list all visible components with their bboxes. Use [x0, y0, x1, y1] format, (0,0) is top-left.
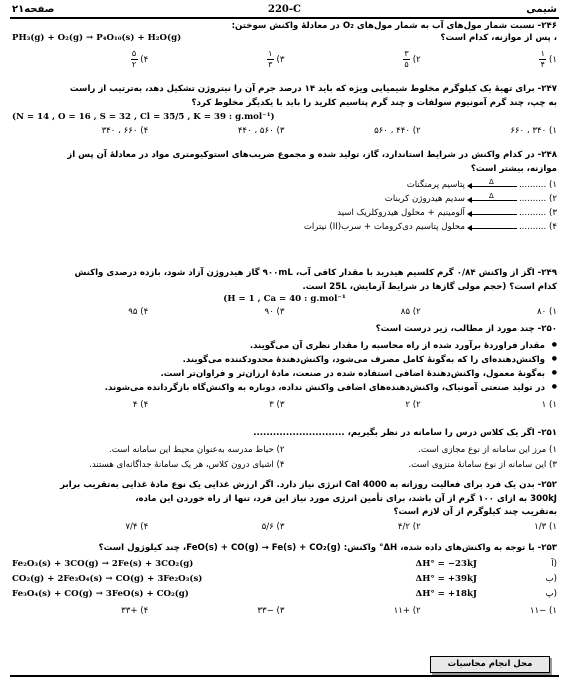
arrow-icon [467, 223, 517, 232]
question-246-text: ۲۴۶- نسبت شمار مول‌های آب به شمار مول‌های O₂ در معادلهٔ واکنش سوختن: [231, 21, 557, 31]
question-248 [12, 150, 557, 234]
question-246-option-1[interactable]: ۱) $\frac{۱}{۴}$ [540, 48, 557, 69]
question-252-line2: 300kJ به ازای ۱۰۰ گرم از آن باشد، برای تأمین انرژی مورد نیاز این فرد، تنها از راه خوردن این ماده، [135, 493, 557, 504]
question-251-option-4[interactable]: ۴) اشیای درون کلاس، هر یک سامانهٔ جداگانه‌ای هستند. [89, 459, 285, 470]
question-248-option-1[interactable]: ۱) .......... Δ پتاسیم پرمنگنات [406, 177, 557, 191]
subject-title: شیمی [526, 4, 557, 15]
question-247-option-2[interactable]: ۲) ۴۴۰ ، ۵۶۰ [374, 126, 421, 137]
reaction-p: (پ Fe₃O₄(s) + CO(g) → 3FeO(s) + CO₂(g) ΔH° = +18kJ [12, 588, 557, 599]
question-248-option-3[interactable]: ۳) .......... آلومینیم + محلول هیدروکلریک اسید [337, 208, 557, 219]
question-250-option-2[interactable]: ۲) ۲ [405, 399, 421, 410]
arrow-icon: Δ [467, 195, 517, 204]
question-249-option-2[interactable]: ۲) ۸۵ [400, 307, 421, 318]
question-251-option-3[interactable]: ۳) این سامانه از نوع سامانهٔ منزوی است. [408, 459, 557, 470]
question-250-title: ۲۵۰- چند مورد از مطالب، زیر درست است؟ [375, 324, 557, 334]
question-246-option-3[interactable]: ۳) $\frac{۱}{۳}$ [268, 48, 285, 69]
question-246-option-4[interactable]: ۴) $\frac{۵}{۲}$ [131, 48, 149, 69]
question-250-option-1[interactable]: ۱) ۱ [541, 399, 557, 410]
question-250-statement: ● در تولید صنعتی آمونیاک، واکنش‌دهنده‌های اضافی واکنش نداده، دوباره به واکنش‌گاه بازگردانده می‌شوند. [12, 381, 557, 395]
question-251-option-1[interactable]: ۱) مرز این سامانه از نوع مجازی است. [418, 444, 557, 455]
question-250-option-4[interactable]: ۴) ۴ [132, 399, 149, 410]
page-number: صفحه۲۱ [12, 4, 55, 15]
question-247-molar-masses: (N = 14 , O = 16 , S = 32 , Cl = 35/5 , K = 39 : g.mol⁻¹) [12, 112, 275, 123]
question-247 [12, 84, 557, 137]
question-247-option-3[interactable]: ۳) ۵۶۰ ، ۴۴۰ [237, 126, 285, 137]
question-250-statement: ● مقدار فراوردهٔ برآورد شده از راه محاسبه را مقدار نظری آن می‌گویند. [12, 339, 557, 353]
question-248-line1: ۲۴۸- در کدام واکنش در شرایط استاندارد، گاز، تولید شده و مجموع ضریب‌های استوکیومتری مواد در معادلهٔ آن پس از [67, 150, 557, 160]
question-251 [12, 428, 557, 473]
question-252-option-3[interactable]: ۳) ۵/۶ [261, 522, 285, 533]
question-246-equation: PH₃(g) + O₂(g) → P₄O₁₀(s) + H₂O(g) [12, 32, 182, 43]
question-249-line1: ۲۴۹- اگز از واکنش ۰/۸۴ گرم کلسیم هیدرید با مقدار کافی آب، ۹۰۰mL گاز هیدروژن آزاد شود، بازده درصدی واکنش [74, 268, 557, 278]
exam-code: 220-C [268, 4, 301, 15]
question-250-option-3[interactable]: ۳) ۳ [269, 399, 285, 410]
question-249-molar-masses: (H = 1 , Ca = 40 : g.mol⁻¹ [223, 294, 346, 305]
question-247-option-4[interactable]: ۴) ۶۶۰ ، ۳۴۰ [101, 126, 149, 137]
question-252-line1: ۲۵۲- بدن یک فرد برای فعالیت روزانه به 4000 Cal انرژی نیاز دارد. اگر ارزش غذایی یک نوع مادهٔ غذایی به‌تقریب برابر [60, 480, 557, 490]
question-248-option-2[interactable]: ۲) .......... Δ سدیم هیدروژن کربنات [384, 191, 557, 205]
question-246 [12, 21, 557, 71]
header-rule [10, 17, 559, 19]
reaction-b: (ب CO₂(g) + 2Fe₃O₄(s) → CO(g) + 3Fe₂O₃(s) ΔH° = +39kJ [12, 573, 557, 584]
question-253 [12, 543, 557, 616]
question-249-option-3[interactable]: ۳) ۹۰ [264, 307, 285, 318]
question-251-title: ۲۵۱- اگر یک کلاس درس را سامانه در نظر بگیریم، ............................ [253, 428, 557, 438]
question-250-statement: ● به‌گونهٔ معمول، واکنش‌دهندهٔ اضافی استفاده شده در صنعت، مادهٔ ارزان‌تر و فراوان‌تر است. [12, 367, 557, 381]
question-250-statement: ● واکنش‌دهنده‌ای را که به‌گونهٔ کامل مصرف می‌شود، واکنش‌دهندهٔ محدودکننده می‌گویند. [12, 353, 557, 367]
arrow-icon: Δ [467, 181, 517, 190]
question-249 [12, 268, 557, 318]
question-247-option-1[interactable]: ۱) ۳۴۰ ، ۶۶۰ [510, 126, 557, 137]
question-252-option-4[interactable]: ۴) ۷/۴ [125, 522, 149, 533]
question-249-option-1[interactable]: ۱) ۸۰ [537, 307, 557, 318]
question-253-title: ۲۵۳- با توجه به واکنش‌های داده شده، ΔH° واکنش: FeO(s) + CO(g) → Fe(s) + CO₂(g)، چند کیلوژول است؟ [98, 543, 557, 553]
question-249-line2: کدام است؟ (حجم مولی گازها در شرایط آزمایش، 25L است. [302, 281, 557, 292]
question-249-option-4[interactable]: ۴) ۹۵ [128, 307, 149, 318]
question-252 [12, 480, 557, 533]
question-252-option-1[interactable]: ۱) ۱/۳ [534, 522, 557, 533]
question-252-option-2[interactable]: ۲) ۴/۲ [397, 522, 421, 533]
question-247-line2: به چپ، چند گرم آمونیوم سولفات و چند گرم پتاسیم کلرید را باید با یکدیگر مخلوط کرد؟ [191, 97, 557, 108]
question-253-option-4[interactable]: ۴) +۳۳ [121, 605, 149, 616]
question-250 [12, 324, 557, 410]
question-252-line3: به‌تقریب چند کیلوگرم از آن لازم است؟ [393, 507, 557, 518]
question-248-option-4[interactable]: ۴) .......... محلول پتاسیم دی‌کرومات + سرب(II) نیترات [303, 222, 557, 233]
question-253-option-3[interactable]: ۳) −۳۳ [257, 605, 285, 616]
page-header [12, 4, 557, 18]
arrow-icon [467, 209, 517, 218]
question-246-tail: ، پس از موازنه، کدام است؟ [440, 32, 557, 43]
question-248-line2: موازنه، بیشتر است؟ [470, 163, 557, 174]
footer-rule [10, 675, 559, 677]
question-253-option-2[interactable]: ۲) +۱۱ [393, 605, 421, 616]
question-246-option-2[interactable]: ۲) $\frac{۳}{۵}$ [404, 48, 421, 69]
reaction-a: (آ Fe₂O₃(s) + 3CO(g) → 2Fe(s) + 3CO₂(g) ΔH° = −23kJ [12, 558, 557, 569]
question-251-option-2[interactable]: ۲) حیاط مدرسه به‌عنوان محیط این سامانه است. [108, 444, 285, 455]
calculation-area-label: محل انجام محاسبات [430, 656, 550, 673]
question-247-line1: ۲۴۷- برای تهیهٔ یک کیلوگرم مخلوط شیمیایی ویژه که باید ۱۴ درصد جرم آن را نیتروژن تشکیل دهد، به‌ترتیب از راست [69, 84, 557, 94]
question-253-option-1[interactable]: ۱) −۱۱ [529, 605, 557, 616]
